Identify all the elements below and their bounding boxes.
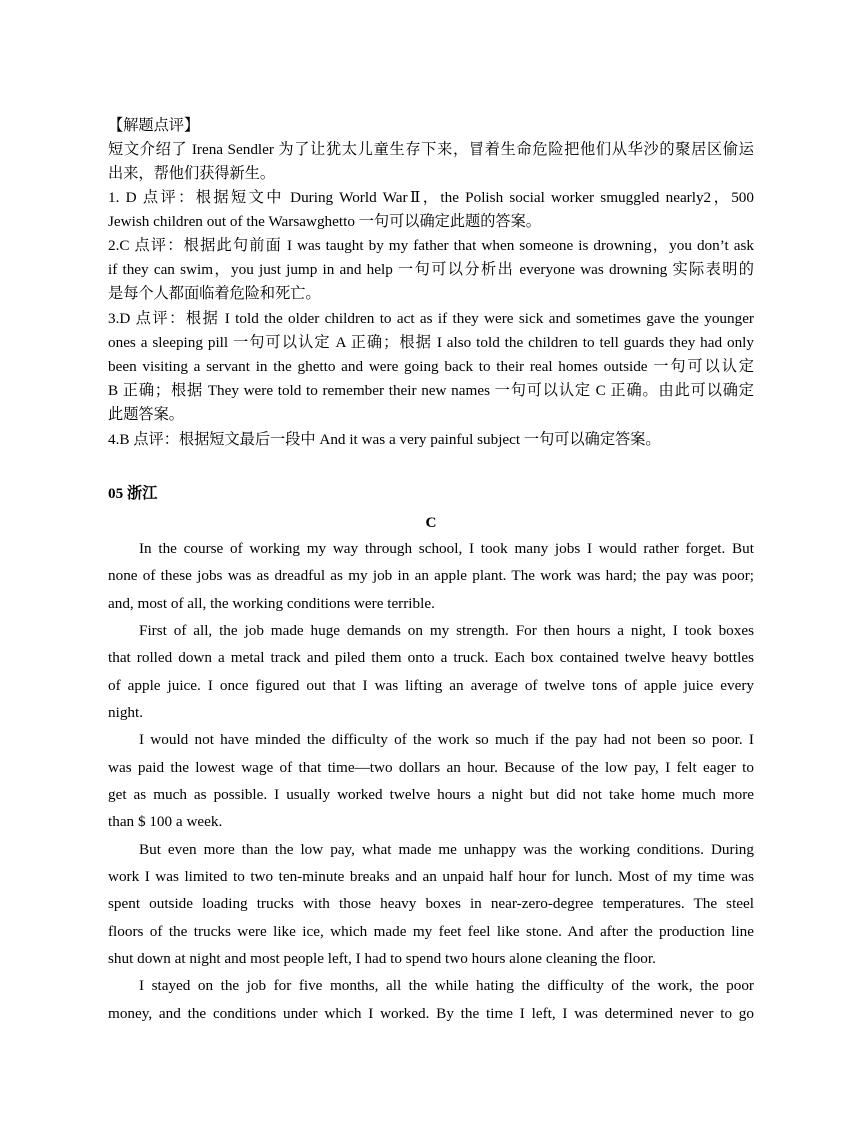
answer-line: ones a sleeping pill 一句可以认定 A 正确；根据 I also told the children to tell guards they had only [108,334,754,351]
passage-letter: C [425,514,437,531]
answer-line: 1. D 点评：根据短文中 During World WarⅡ，the Polish social worker smuggled nearly2，500 [108,189,754,206]
passage-line: none of these jobs was as dreadful as my job in an apple plant. The work was hard; the pay was poor; [108,567,754,584]
passage-line: was paid the lowest wage of that time—two dollars an hour. Because of the low pay, I felt eager to [108,759,754,776]
passage-line: money, and the conditions under which I worked. By the time I left, I was determined never to go [108,1005,754,1022]
answer-line: 3.D 点评：根据 I told the older children to act as if they were sick and sometimes gave the younger [108,310,754,327]
passage-line: shut down at night and most people left, I had to spend two hours alone cleaning the floor. [108,950,656,967]
passage-line: floors of the trucks were like ice, which made my feet feel like stone. And after the production line [108,923,754,940]
passage-line: of apple juice. I once figured out that I was lifting an average of twelve tons of apple juice every [108,677,754,694]
answer-line: 4.B 点评：根据短文最后一段中 And it was a very painful subject 一句可以确定答案。 [108,431,661,448]
section-label: 05 浙江 [108,485,158,502]
answer-line: if they can swim，you just jump in and help 一句可以分析出 everyone was drowning 实际表明的 [108,261,754,278]
answer-line: 2.C 点评：根据此句前面 I was taught by my father that when someone is drowning，you don’t ask [108,237,754,254]
passage-line: But even more than the low pay, what made me unhappy was the working conditions. During [139,841,754,858]
passage-line: I stayed on the job for five months, all the while hating the difficulty of the work, the poor [139,977,754,994]
passage-line: work I was limited to two ten-minute breaks and an unpaid half hour for lunch. Most of my time was [108,868,754,885]
answer-line: B 正确；根据 They were told to remember their new names 一句可以认定 C 正确。由此可以确定 [108,382,754,399]
commentary-summary-line: 出来，帮他们获得新生。 [108,165,276,182]
answer-line: Jewish children out of the Warsawghetto 一句可以确定此题的答案。 [108,213,541,230]
passage-line: that rolled down a metal track and piled them onto a truck. Each box contained twelve heavy bottles [108,649,754,666]
answer-line: 是每个人都面临着危险和死亡。 [108,285,321,302]
passage-line: get as much as possible. I usually worked twelve hours a night but did not take home much more [108,786,754,803]
passage-line: First of all, the job made huge demands on my strength. For then hours a night, I took boxes [139,622,754,639]
commentary-heading: 【解题点评】 [108,117,200,134]
passage-line: than $ 100 a week. [108,813,223,830]
commentary-summary-line: 短文介绍了 Irena Sendler 为了让犹太儿童生存下来，冒着生命危险把他们从华沙的聚居区偷运 [108,141,754,158]
answer-line: been visiting a servant in the ghetto and were going back to their real homes outside 一句可以认定 [108,358,754,375]
passage-line: and, most of all, the working conditions were terrible. [108,595,435,612]
answer-line: 此题答案。 [108,406,184,423]
passage-line: spent outside loading trucks with those heavy boxes in near-zero-degree temperatures. The steel [108,895,754,912]
passage-line: In the course of working my way through school, I took many jobs I would rather forget. But [139,540,754,557]
passage-line: night. [108,704,144,721]
passage-line: I would not have minded the difficulty of the work so much if the pay had not been so poor. I [139,731,754,748]
